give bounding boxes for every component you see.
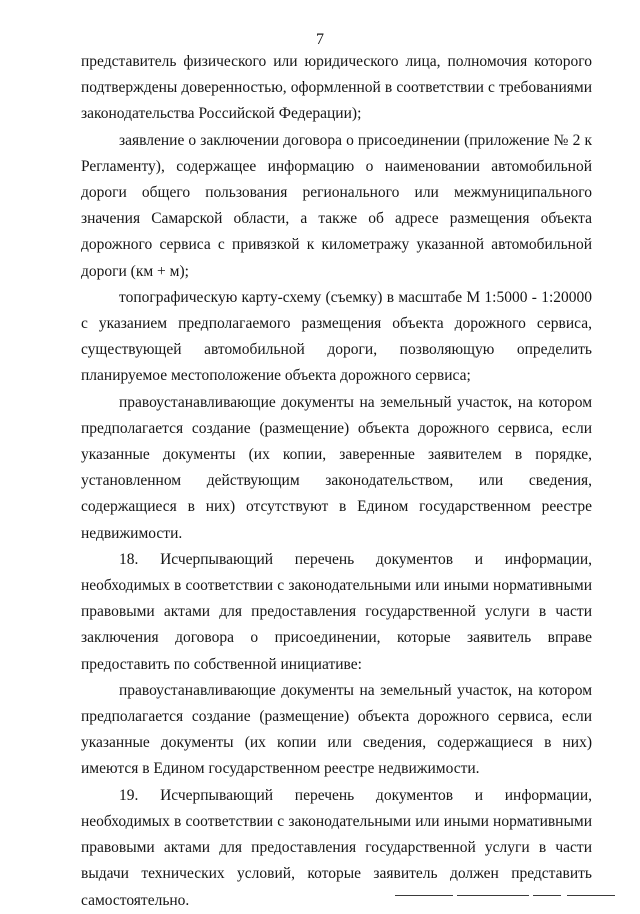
paragraph-item-18: 18. Исчерпывающий перечень документов и информации, необходимых в соответствии с законодательными или иными нормативными правовыми актами для предоставления государственной услуги в части заключения договора о присоединении, которые заявитель вправе предоставить по собственной инициативе: — [81, 550, 592, 673]
footer-rule — [395, 893, 615, 899]
paragraph-title-documents-optional: правоустанавливающие документы на земельный участок, на котором предполагается создание (размещение) объекта дорожного сервиса, если указанные документы (их копии или сведения, содержащиеся в них) имеются в Едином государственном реестре недвижимости. — [81, 681, 592, 778]
paragraph-representative: представитель физического или юридического лица, полномочия которого подтверждены доверенностью, оформленной в соответствии с требованиями законодательства Российской Федерации); — [81, 53, 592, 123]
paragraph-item-19: 19. Исчерпывающий перечень документов и информации, необходимых в соответствии с законодательными или иными нормативными правовыми актами для предоставления государственной услуги в части выдачи технических условий, которые заявитель должен представить самостоятельно. — [81, 786, 592, 909]
paragraph-topographic-map: топографическую карту-схему (съемку) в масштабе М 1:5000 - 1:20000 с указанием предполагаемого размещения объекта дорожного сервиса, существующей автомобильной дороги, позволяющую определить планируемое местоположение объекта дорожного сервиса; — [81, 288, 592, 385]
paragraph-title-documents: правоустанавливающие документы на земельный участок, на котором предполагается создание (размещение) объекта дорожного сервиса, если указанные документы (их копии, заверенные заявителем в порядке, установленном действующим законодательством, или сведения, содержащиеся в них) отсутствуют в Едином государственном реестре недвижимости. — [81, 393, 592, 542]
page-number: 7 — [316, 31, 324, 48]
document-body — [81, 49, 592, 914]
paragraph-application: заявление о заключении договора о присоединении (приложение № 2 к Регламенту), содержащее информацию о наименовании автомобильной дороги общего пользования регионального или межмуниципального значения Самарской области, а также об адресе размещения объекта дорожного сервиса с привязкой к километражу указанной автомобильной дороги (км + м); — [81, 131, 592, 280]
